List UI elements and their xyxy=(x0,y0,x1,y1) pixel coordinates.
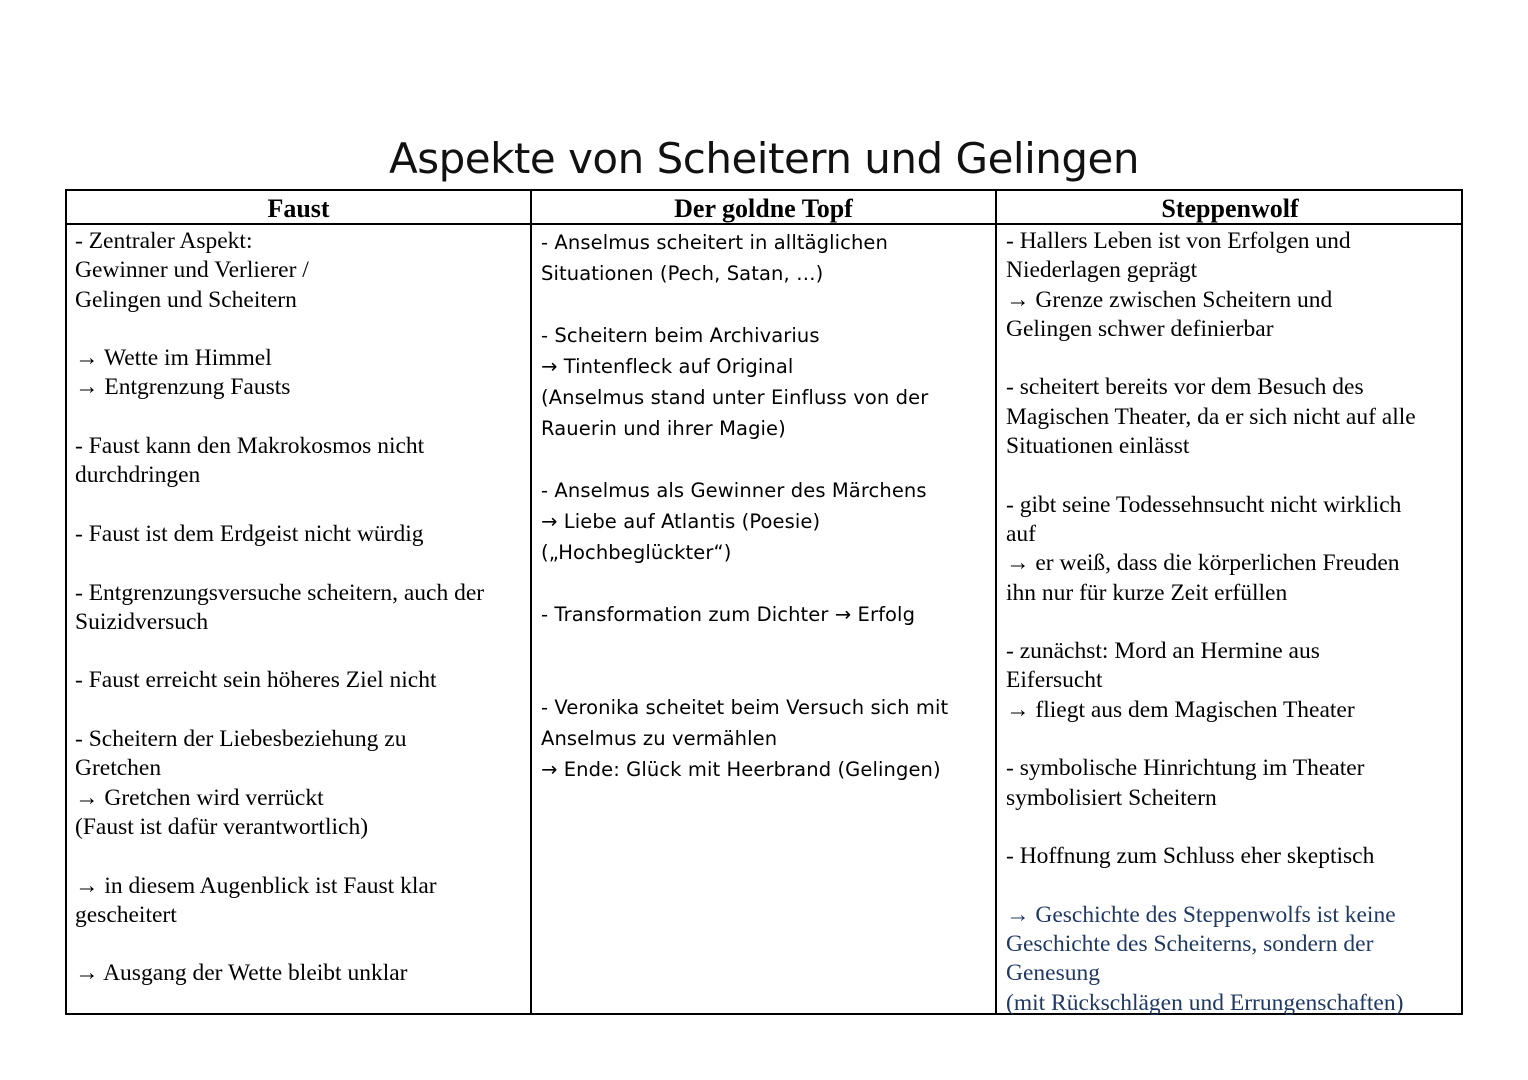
comparison-table xyxy=(65,189,1463,1015)
text-line xyxy=(75,403,528,432)
text-line: Gelingen schwer definierbar xyxy=(1006,315,1274,342)
text-line xyxy=(75,491,528,520)
text-line xyxy=(541,444,993,475)
text-line: - zunächst: Mord an Hermine aus xyxy=(1006,638,1320,665)
text-line: - Transformation zum Dichter → Erfolg xyxy=(541,603,916,626)
column-header-steppenwolf: Steppenwolf xyxy=(1161,194,1299,223)
text-line: - Hallers Leben ist von Erfolgen und xyxy=(1006,228,1351,254)
column-faust xyxy=(75,227,528,989)
text-line: symbolisiert Scheitern xyxy=(1006,784,1217,811)
column-header-faust: Faust xyxy=(267,194,330,223)
text-line: („Hochbeglückter“) xyxy=(541,541,732,564)
text-line: - Anselmus scheitert in alltäglichen xyxy=(541,231,888,254)
conclusion-line: Geschichte des Scheiterns, sondern der xyxy=(1006,931,1374,958)
text-line: - Faust kann den Makrokosmos nicht xyxy=(75,433,425,460)
text-line: ihn nur für kurze Zeit erfüllen xyxy=(1006,579,1288,606)
column-steppenwolf xyxy=(1006,227,1461,1018)
text-line: - Anselmus als Gewinner des Märchens xyxy=(541,479,927,502)
text-line xyxy=(75,315,528,344)
text-line: - Scheitern beim Archivarius xyxy=(541,324,820,347)
text-line xyxy=(75,549,528,578)
text-line xyxy=(1006,608,1461,637)
conclusion-line: (mit Rückschlägen und Errungenschaften) xyxy=(1006,989,1404,1016)
text-line: → Ende: Glück mit Heerbrand (Gelingen) xyxy=(541,758,941,781)
text-line: - Veronika scheitet beim Versuch sich mit xyxy=(541,696,949,719)
text-line xyxy=(1006,813,1461,842)
column-header-goldne-topf: Der goldne Topf xyxy=(674,194,853,223)
conclusion-line: → Geschichte des Steppenwolfs ist keine xyxy=(1006,901,1396,928)
text-line: Situationen (Pech, Satan, …) xyxy=(541,262,824,285)
text-line: - symbolische Hinrichtung im Theater xyxy=(1006,755,1365,782)
text-line: → Ausgang der Wette bleibt unklar xyxy=(75,960,408,987)
text-line: Gewinner und Verlierer / xyxy=(75,257,309,284)
text-line: Eifersucht xyxy=(1006,667,1103,694)
text-line: - gibt seine Todessehnsucht nicht wirklich xyxy=(1006,491,1402,518)
text-line xyxy=(75,842,528,871)
text-line: → Entgrenzung Fausts xyxy=(75,374,291,401)
text-line xyxy=(75,930,528,959)
text-line: - Hoffnung zum Schluss eher skeptisch xyxy=(1006,843,1375,870)
text-line xyxy=(1006,461,1461,490)
text-line: → Tintenfleck auf Original xyxy=(541,355,794,378)
text-line: Gretchen xyxy=(75,755,162,782)
page-title: Aspekte von Scheitern und Gelingen xyxy=(388,134,1139,183)
text-line: → er weiß, dass die körperlichen Freuden xyxy=(1006,550,1400,577)
text-line: - scheitert bereits vor dem Besuch des xyxy=(1006,374,1364,401)
column-divider xyxy=(995,191,997,1013)
text-line xyxy=(1006,725,1461,754)
text-line: - Entgrenzungsversuche scheitern, auch der xyxy=(75,579,485,606)
text-line: → Liebe auf Atlantis (Poesie) xyxy=(541,510,821,533)
column-divider xyxy=(530,191,532,1013)
text-line: (Faust ist dafür verantwortlich) xyxy=(75,813,369,840)
text-line xyxy=(541,661,993,692)
text-line: - Faust ist dem Erdgeist nicht würdig xyxy=(75,520,424,547)
text-line: Suizidversuch xyxy=(75,608,209,635)
text-line: Rauerin und ihrer Magie) xyxy=(541,417,786,440)
text-line xyxy=(541,568,993,599)
text-line: → fliegt aus dem Magischen Theater xyxy=(1006,696,1355,723)
text-line xyxy=(75,637,528,666)
text-line: → in diesem Augenblick ist Faust klar xyxy=(75,872,437,899)
text-line: Magischen Theater, da er sich nicht auf alle xyxy=(1006,403,1416,430)
text-line: - Scheitern der Liebesbeziehung zu xyxy=(75,726,407,753)
text-line: (Anselmus stand unter Einfluss von der xyxy=(541,386,929,409)
text-line: → Grenze zwischen Scheitern und xyxy=(1006,286,1333,313)
text-line xyxy=(541,630,993,661)
text-line: - Faust erreicht sein höheres Ziel nicht xyxy=(75,667,437,694)
text-line: - Zentraler Aspekt: xyxy=(75,228,253,254)
text-line: Niederlagen geprägt xyxy=(1006,257,1198,284)
text-line: Situationen einlässt xyxy=(1006,433,1190,460)
text-line xyxy=(1006,344,1461,373)
text-line: durchdringen xyxy=(75,462,201,489)
text-line: Gelingen und Scheitern xyxy=(75,286,297,313)
text-line xyxy=(541,289,993,320)
text-line: gescheitert xyxy=(75,901,177,928)
text-line xyxy=(75,696,528,725)
column-goldne-topf xyxy=(541,227,993,785)
conclusion-line: Genesung xyxy=(1006,960,1100,987)
text-line: → Gretchen wird verrückt xyxy=(75,784,324,811)
text-line: auf xyxy=(1006,520,1037,547)
text-line xyxy=(1006,872,1461,901)
text-line: Anselmus zu vermählen xyxy=(541,727,778,750)
text-line: → Wette im Himmel xyxy=(75,345,272,372)
